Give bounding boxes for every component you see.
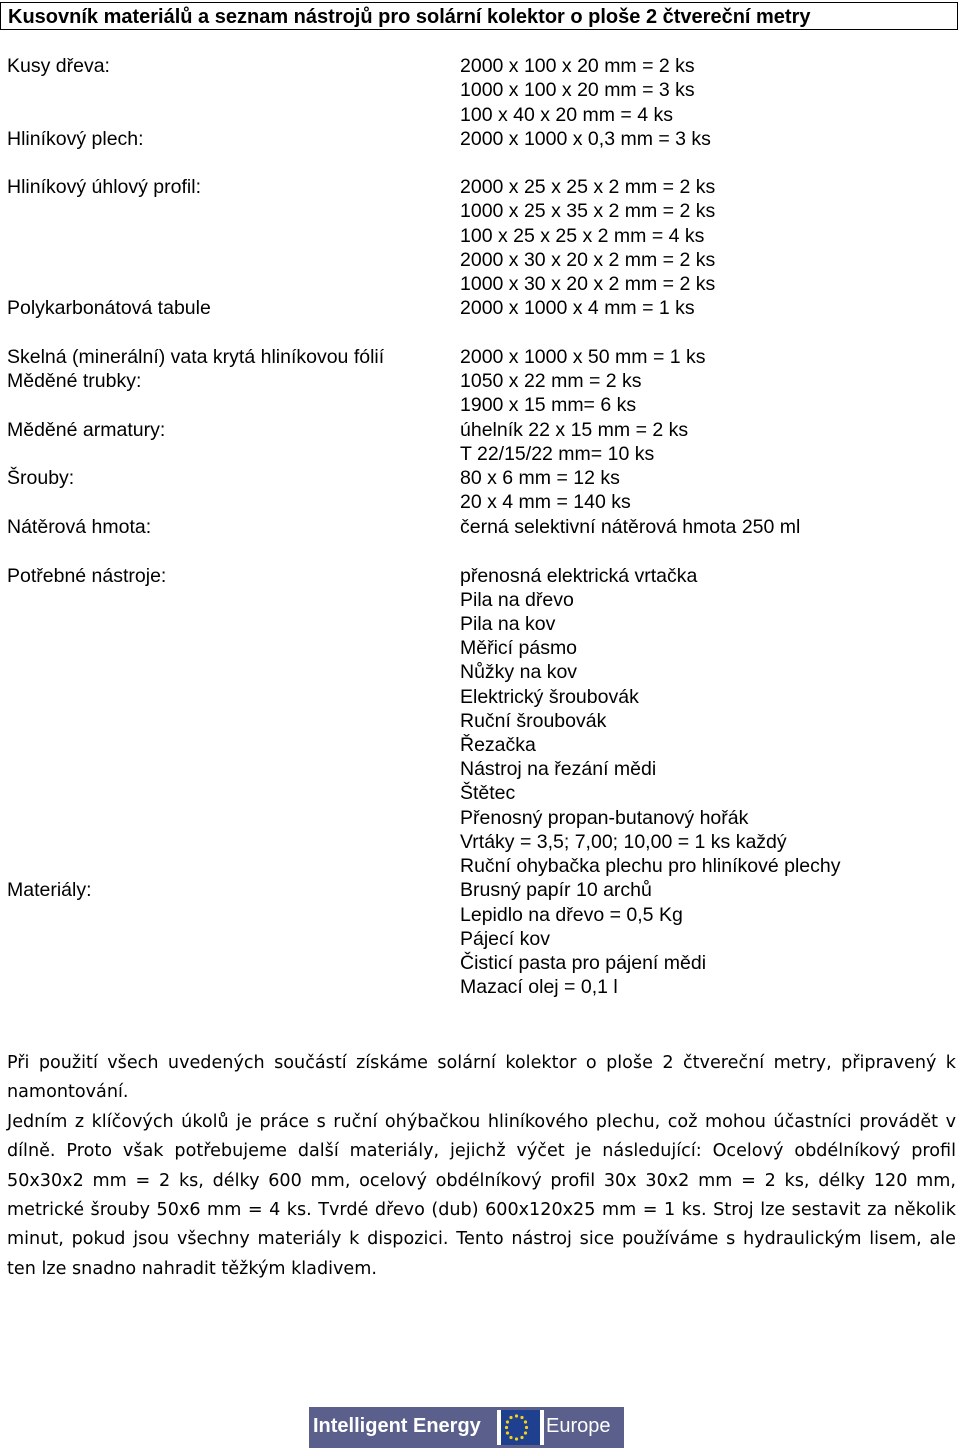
value-item: Ruční šroubovák (460, 710, 607, 732)
label-angle-profile: Hliníkový úhlový profil: (7, 176, 201, 198)
value-item: 2000 x 30 x 20 x 2 mm = 2 ks (460, 249, 716, 271)
value-item: Vrtáky = 3,5; 7,00; 10,00 = 1 ks každý (460, 831, 787, 853)
value-item: T 22/15/22 mm= 10 ks (460, 443, 655, 465)
value-item: Čisticí pasta pro pájení mědi (460, 952, 707, 974)
value-item: Elektrický šroubovák (460, 686, 639, 708)
value-item: 20 x 4 mm = 140 ks (460, 491, 631, 513)
value-item: 1900 x 15 mm= 6 ks (460, 394, 637, 416)
value-item: přenosná elektrická vrtačka (460, 565, 698, 587)
title-box (0, 2, 958, 30)
value-item: Nůžky na kov (460, 661, 578, 683)
label-paint: Nátěrová hmota: (7, 516, 152, 538)
value-item: 2000 x 1000 x 4 mm = 1 ks (460, 297, 695, 319)
label-polycarbonate: Polykarbonátová tabule (7, 297, 211, 319)
label-screws: Šrouby: (7, 467, 75, 489)
value-item: 2000 x 25 x 25 x 2 mm = 2 ks (460, 176, 716, 198)
logo-text-right: Europe (546, 1415, 611, 1437)
page-title: Kusovník materiálů a seznam nástrojů pro solární kolektor o ploše 2 čtvereční metry (8, 6, 811, 28)
label-materials: Materiály: (7, 879, 92, 901)
value-item: Brusný papír 10 archů (460, 879, 652, 901)
value-item: Pila na dřevo (460, 589, 574, 611)
value-item: 80 x 6 mm = 12 ks (460, 467, 620, 489)
value-item: 1000 x 100 x 20 mm = 3 ks (460, 79, 695, 101)
value-item: Pájecí kov (460, 928, 550, 950)
label-wood: Kusy dřeva: (7, 55, 110, 77)
intelligent-energy-europe-logo (309, 1407, 624, 1448)
paragraph: Jedním z klíčových úkolů je práce s ruční ohýbačkou hliníkového plechu, což mohou účastníci provádět v dílně. Proto však potřebujeme další materiály, jejichž výčet je následující: Ocelový obdélníkový profil 50x30x2 mm = 2 ks, délky 600 mm, ocelový obdélníkový profil 30x 30x2 mm = 2 ks, délky 120 mm, metrické šrouby 50x6 mm = 4 ks. Tvrdé dřevo (dub) 600x120x25 mm = 1 ks. Stroj lze sestavit za několik minut, pokud jsou všechny materiály k dispozici. Tento nástroj sice používáme s hydraulickým lisem, ale ten lze snadno nahradit těžkým kladivem. (7, 1111, 956, 1279)
label-copper-pipes: Měděné trubky: (7, 370, 142, 392)
value-item: Pila na kov (460, 613, 556, 635)
value-item: Štětec (460, 782, 516, 804)
value-item: Ruční ohybačka plechu pro hliníkové plechy (460, 855, 841, 877)
label-tools: Potřebné nástroje: (7, 565, 167, 587)
value-item: 100 x 25 x 25 x 2 mm = 4 ks (460, 225, 705, 247)
body-text (7, 1049, 956, 1284)
value-item: 100 x 40 x 20 mm = 4 ks (460, 104, 673, 126)
value-item: 2000 x 1000 x 0,3 mm = 3 ks (460, 128, 711, 150)
label-copper-fittings: Měděné armatury: (7, 419, 166, 441)
value-item: 1000 x 25 x 35 x 2 mm = 2 ks (460, 200, 716, 222)
value-item: Měřicí pásmo (460, 637, 578, 659)
value-item: 2000 x 100 x 20 mm = 2 ks (460, 55, 695, 77)
value-item: úhelník 22 x 15 mm = 2 ks (460, 419, 689, 441)
logo-text-left: Intelligent Energy (313, 1415, 481, 1437)
paragraph: Při použití všech uvedených součástí získáme solární kolektor o ploše 2 čtvereční metry, připravený k namontování. (7, 1053, 956, 1103)
value-item: 1000 x 30 x 20 x 2 mm = 2 ks (460, 273, 716, 295)
label-mineral-wool: Skelná (minerální) vata krytá hliníkovou fólií (7, 346, 385, 368)
value-item: černá selektivní nátěrová hmota 250 ml (460, 516, 801, 538)
value-item: Lepidlo na dřevo = 0,5 Kg (460, 904, 683, 926)
value-item: Mazací olej = 0,1 l (460, 976, 618, 998)
value-item: 1050 x 22 mm = 2 ks (460, 370, 642, 392)
value-item: Přenosný propan-butanový hořák (460, 807, 749, 829)
eu-flag-icon (497, 1410, 544, 1445)
value-item: Nástroj na řezání mědi (460, 758, 657, 780)
value-item: Řezačka (460, 734, 536, 756)
value-item: 2000 x 1000 x 50 mm = 1 ks (460, 346, 706, 368)
label-aluminium-sheet: Hliníkový plech: (7, 128, 144, 150)
